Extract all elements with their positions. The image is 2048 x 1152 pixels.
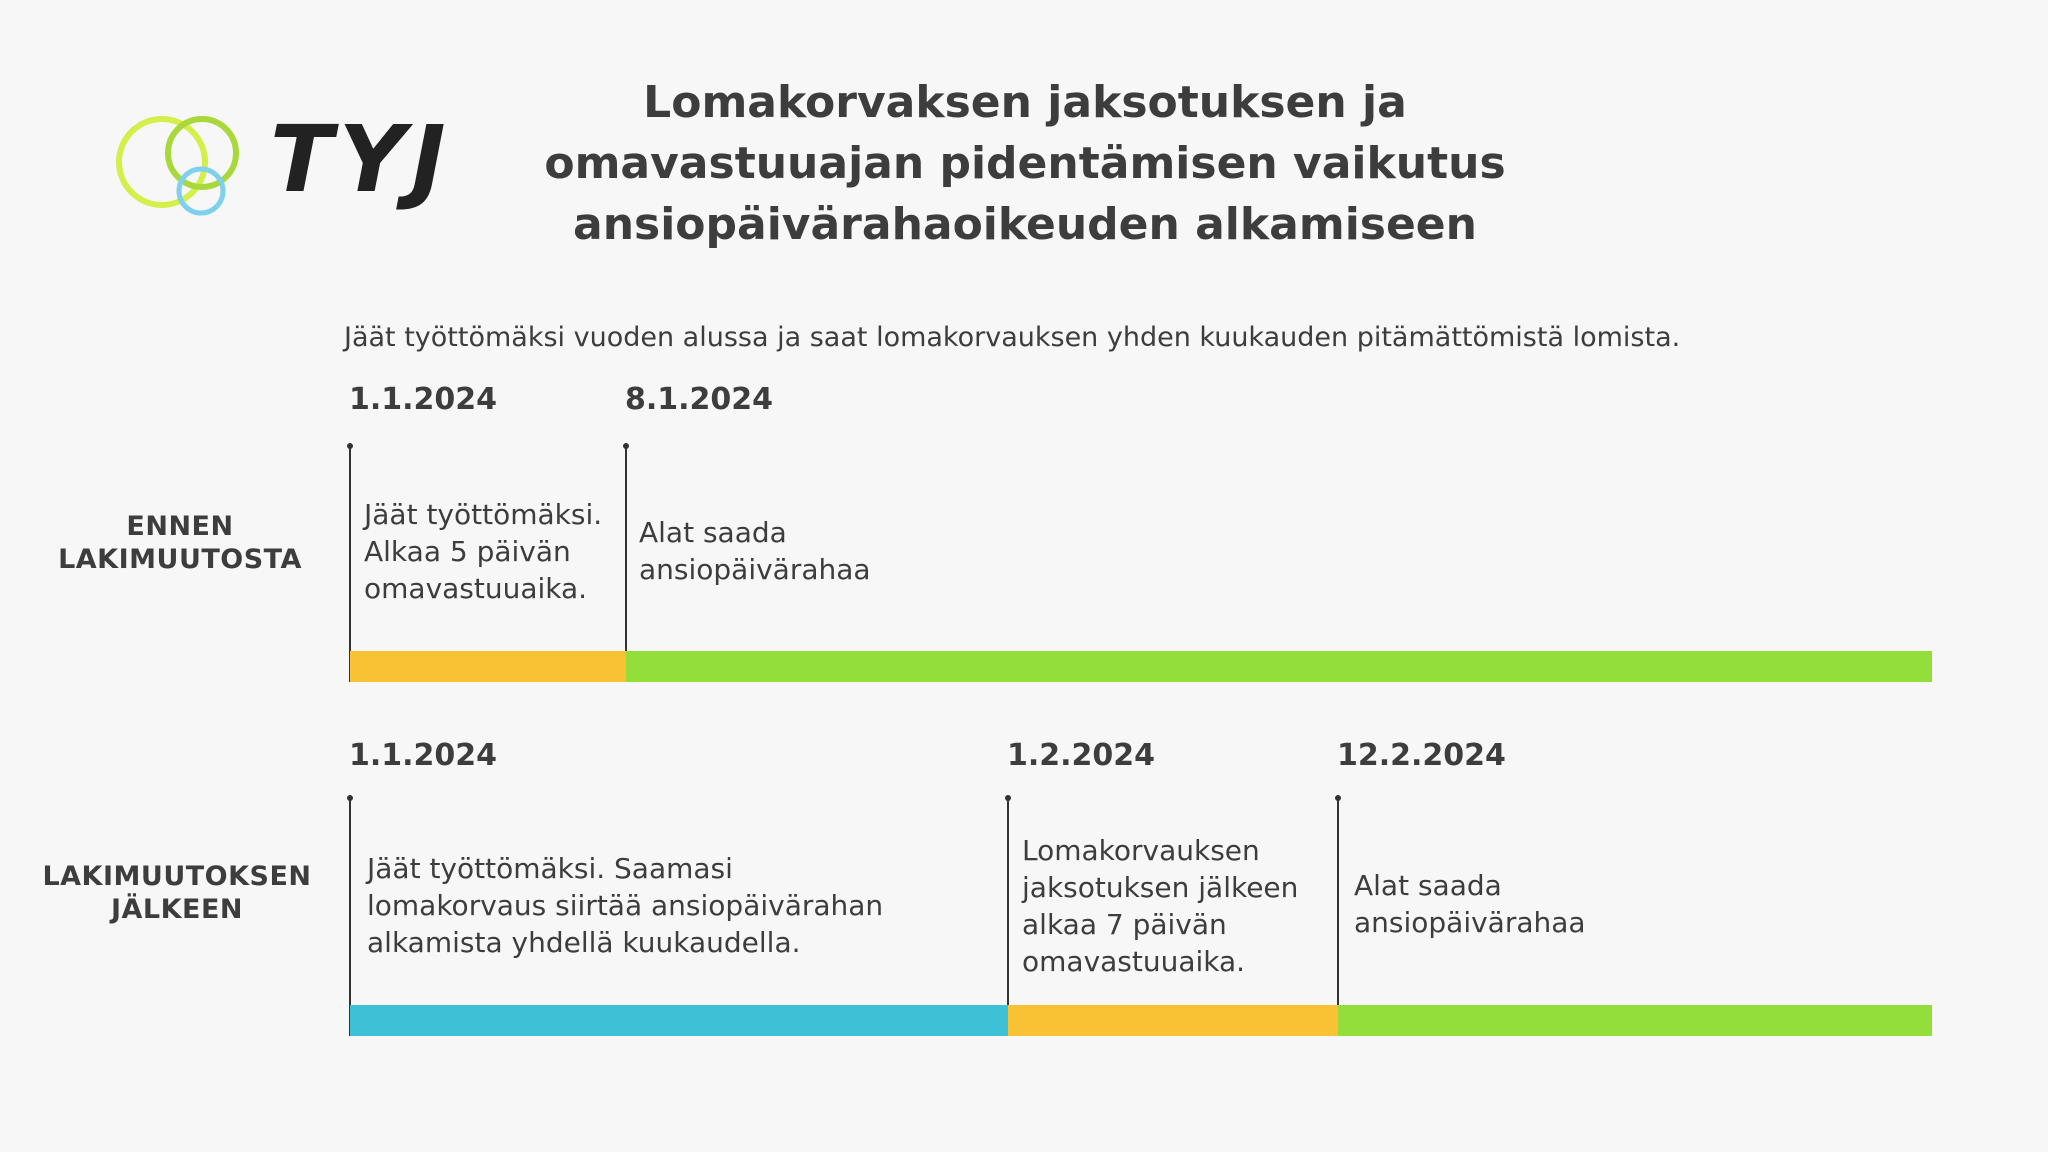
timeline-marker — [349, 446, 351, 682]
segment-omavastuuaika — [1008, 1005, 1338, 1036]
page-title — [520, 72, 1530, 255]
tyj-logo — [110, 106, 470, 230]
timeline-before-desc-start: Jäät työttömäksi. Alkaa 5 päivän omavastuuaika. — [364, 498, 603, 605]
timeline-before-label: ENNEN LAKIMUUTOSTA — [58, 511, 302, 575]
logo-wordmark: TYJ — [270, 106, 452, 213]
intro-text: Jäät työttömäksi vuoden alussa ja saat lomakorvauksen yhden kuukauden pitämättömistä lomista. — [344, 322, 1681, 353]
timeline-after-date-deductible: 1.2.2024 — [1007, 738, 1156, 773]
title-line: ansiopäivärahaoikeuden alkamiseen — [573, 199, 1477, 250]
timeline-marker — [1337, 798, 1339, 1036]
segment-ansiopaivaraha — [1338, 1005, 1932, 1036]
title-line: Lomakorvaksen jaksotuksen ja — [643, 77, 1407, 128]
segment-omavastuuaika — [350, 651, 626, 682]
logo-rings-icon — [110, 110, 250, 230]
timeline-after-desc-start: Jäät työttömäksi. Saamasi lomakorvaus siirtää ansiopäivärahan alkamista yhdellä kuukaudella. — [367, 852, 884, 959]
timeline-before-desc-benefit: Alat saada ansiopäivärahaa — [639, 516, 871, 586]
timeline-marker — [1007, 798, 1009, 1036]
timeline-marker — [625, 446, 627, 682]
segment-lomakorvaus — [350, 1005, 1008, 1036]
segment-ansiopaivaraha — [626, 651, 1932, 682]
timeline-after-desc-benefit: Alat saada ansiopäivärahaa — [1354, 869, 1586, 939]
timeline-after-date-benefit: 12.2.2024 — [1337, 738, 1506, 773]
timeline-before-date-benefit: 8.1.2024 — [625, 382, 774, 417]
timeline-after-desc-deductible: Lomakorvauksen jaksotuksen jälkeen alkaa 7 päivän omavastuuaika. — [1022, 834, 1299, 978]
timeline-marker — [349, 798, 351, 1036]
timeline-before-date-start: 1.1.2024 — [349, 382, 498, 417]
timeline-after-label: LAKIMUUTOKSEN JÄLKEEN — [42, 861, 312, 925]
logo-ring-left — [119, 119, 205, 205]
timeline-after-date-start: 1.1.2024 — [349, 738, 498, 773]
title-line: omavastuuajan pidentämisen vaikutus — [544, 138, 1506, 189]
